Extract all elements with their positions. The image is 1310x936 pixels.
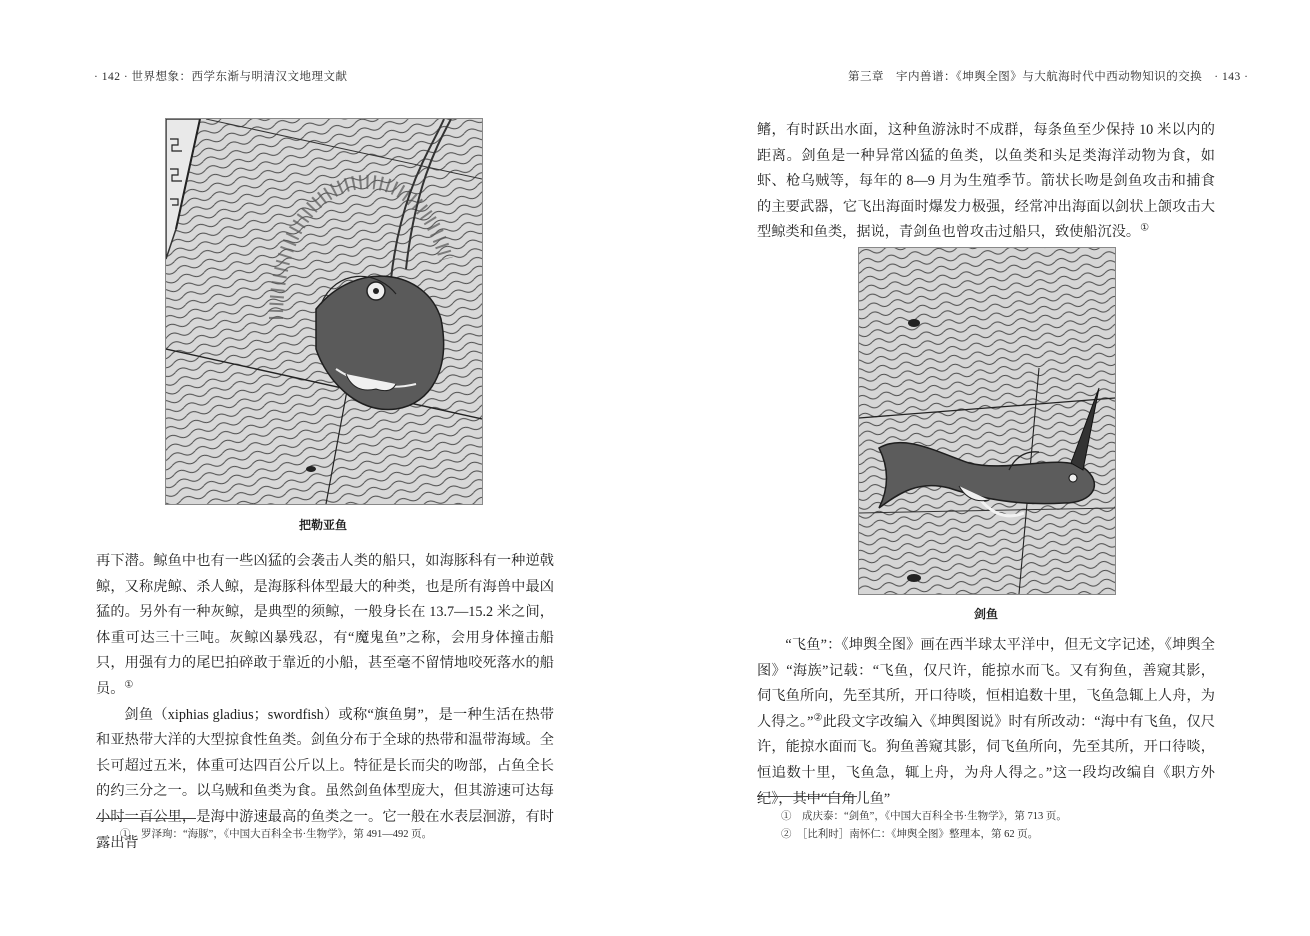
figure-swordfish-engraving (858, 247, 1116, 595)
left-paragraph-1-text: 再下潜。鲸鱼中也有一些凶猛的会袭击人类的船只，如海豚科有一种逆戟鲸，又称虎鲸、杀人鲸，是海豚科体型最大的种类，也是所有海兽中最凶猛的。另外有一种灰鲸，是典型的须鲸，一般身长在 13.7—15.2 米之间，体重可达三十三吨。灰鲸凶暴残忍，有“魔鬼鱼”之称，会用身体撞击船只，用强有力的尾巴拍碎敢于靠近的小船，甚至毫不留情地咬死落水的船员。 (96, 553, 554, 697)
figure-balaena-engraving (165, 118, 483, 505)
right-body-text-top (757, 118, 1215, 246)
left-footnote-rule (96, 818, 196, 819)
right-paragraph-1-text: 鳍，有时跃出水面，这种鱼游泳时不成群，每条鱼至少保持 10 米以内的距离。剑鱼是一种异常凶猛的鱼类，以鱼类和头足类海洋动物为食，如虾、枪乌贼等，每年的 8—9 月为生殖季节。箭状长吻是剑鱼攻击和捕食的主要武器，它飞出海面时爆发力极强，经常冲出海面以剑状上颌攻击大型鲸类和鱼类，据说，青剑鱼也曾攻击过船只，致使船沉没。 (757, 122, 1215, 241)
right-footnote-rule (757, 796, 857, 797)
right-footnote-1: ① 成庆泰：“剑鱼”，《中国大百科全书·生物学》，第 713 页。 (781, 811, 1067, 822)
right-paragraph-1 (757, 118, 1215, 246)
right-paragraph-2 (757, 633, 1215, 812)
figure-caption-balaena: 把勒亚鱼 (298, 518, 347, 532)
right-paragraph-2a-text: “飞鱼”：《坤舆全图》画在西半球太平洋中，但无文字记述，《坤舆全图》“海族”记载：“飞鱼，仅尺许，能掠水而飞。又有狗鱼，善窥其影，伺飞鱼所向，先至其所，开口待啖，恒相追数十里，飞鱼急辄上人舟，为人得之。” (757, 637, 1215, 730)
footnote-ref-1: ① (124, 679, 134, 691)
footnote-ref-2: ② (813, 712, 823, 724)
left-paragraph-1 (96, 549, 554, 703)
figure-caption-swordfish: 剑鱼 (973, 607, 998, 621)
right-running-header: 第三章 宇内兽谱：《坤舆全图》与大航海时代中西动物知识的交换 · 143 · (848, 71, 1249, 83)
left-paragraph-2: 剑鱼（xiphias gladius；swordfish）或称“旗鱼舅”，是一种生活在热带和亚热带大洋的大型掠食性鱼类。剑鱼分布于全球的热带和温带海域。全长可超过五米，体重可达四百公斤以上。特征是长而尖的吻部，占鱼全长的约三分之一。以乌贼和鱼类为食。虽然剑鱼体型庞大，但其游速可达每小时一百公里，是海中游速最高的鱼类之一。它一般在水表层洄游，有时露出背 (96, 706, 554, 851)
footnote-ref-1-right: ① (1140, 222, 1150, 234)
right-page (655, 0, 1310, 936)
right-footnote-2: ② ［比利时］南怀仁：《坤舆全图》整理本，第 62 页。 (781, 829, 1039, 840)
right-body-text-bottom (757, 633, 1215, 812)
left-body-text (96, 549, 554, 856)
right-paragraph-2b-text: 此段文字改编入《坤舆图说》时有所改动：“海中有飞鱼，仅尺许，能掠水面而飞。狗鱼善窥其影，伺飞鱼所向，先至其所，开口待啖，恒追数十里，飞鱼急，辄上舟，为舟人得之。”这一段均改编自《职方外纪》，其中“白角儿鱼” (757, 713, 1216, 807)
left-running-header: · 142 · 世界想象：西学东渐与明清汉文地理文献 (94, 71, 348, 83)
left-footnote-1: ① 罗泽珣：“海豚”，《中国大百科全书·生物学》，第 491—492 页。 (120, 829, 433, 840)
